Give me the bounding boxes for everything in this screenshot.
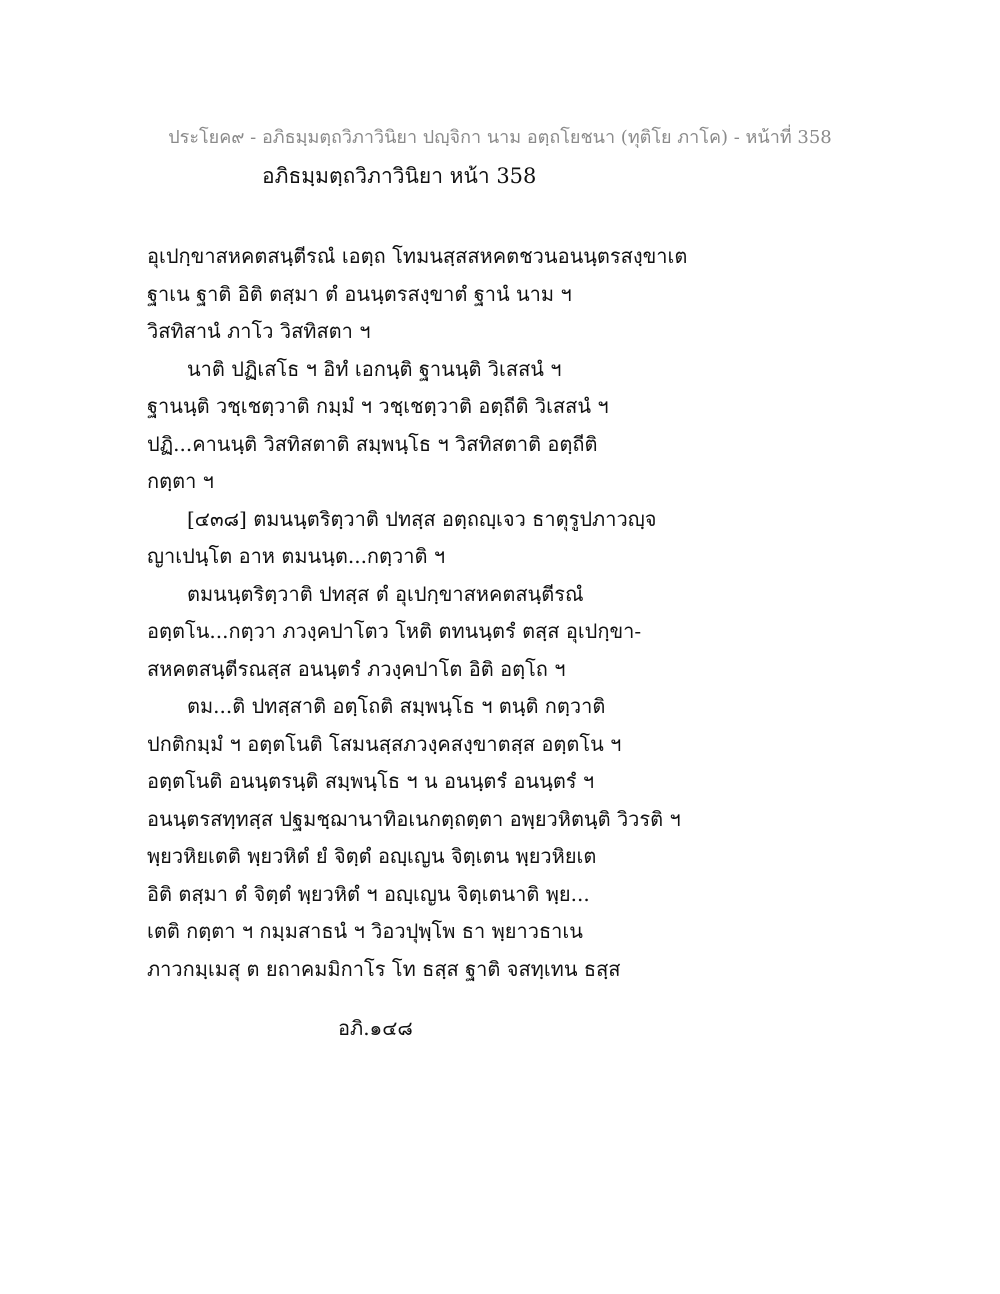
text-line: ปกติกมฺมํ ฯ อตฺตโนติ โสมนสฺสภวงฺคสงฺขาตสฺส อตฺตโน ฯ	[147, 731, 622, 756]
page-header: อภิธมฺมตฺถวิภาวินิยา หน้า 358	[262, 164, 537, 188]
text-line: พฺยวหิยเตติ พฺยวหิตํ ยํ จิตฺตํ อญฺเญน จิตฺเตน พฺยวหิยเต	[147, 844, 597, 868]
running-header: ประโยค๙ - อภิธมฺมตฺถวิภาวินิยา ปญฺจิกา นาม อตฺถโยชนา (ทุติโย ภาโค) - หน้าที่ 358	[168, 127, 832, 148]
text-line: อตฺตโนติ อนนฺตรนฺติ สมฺพนฺโธ ฯ น อนนฺตรํ อนนฺตรํ ฯ	[147, 769, 595, 793]
text-line: อตฺตโน...กตฺวา ภวงฺคปาโตว โหติ ตทนนฺตรํ ตสฺส อุเปกฺขา-	[147, 619, 642, 643]
text-line: สหคตสนฺตีรณสฺส อนนฺตรํ ภวงฺคปาโต อิติ อตฺโถ ฯ	[147, 656, 566, 681]
body-text	[147, 238, 707, 988]
text-line: วิสทิสานํ ภาโว วิสทิสตา ฯ	[147, 319, 371, 343]
text-line: ตม...ติ ปทสฺสาติ อตฺโถติ สมฺพนฺโธ ฯ ตนฺติ กตฺวาติ	[187, 694, 606, 718]
text-line: ภาวกมฺเมสุ ต ยถาคมมิกาโร โท ธสฺส ฐาติ จสทฺเทน ธสฺส	[147, 956, 621, 981]
text-line: ฐานนฺติ วชฺเชตฺวาติ กมฺมํ ฯ วชฺเชตฺวาติ อตฺถีติ วิเสสนํ ฯ	[147, 394, 609, 418]
text-line: ปฏิ...คานนฺติ วิสทิสตาติ สมฺพนฺโธ ฯ วิสทิสตาติ อตฺถีติ	[147, 431, 598, 456]
page-footer-reference: อภิ.๑๔๘	[338, 1016, 413, 1040]
text-line: ฐาเน ฐาติ อิติ ตสฺมา ตํ อนนฺตรสงฺขาตํ ฐานํ นาม ฯ	[147, 281, 572, 306]
text-line: ตมนนฺตริตฺวาติ ปทสฺส ตํ อุเปกฺขาสหคตสนฺตีรณํ	[187, 581, 584, 606]
text-line: อุเปกฺขาสหคตสนฺตีรณํ เอตฺถ โทมนสฺสสหคตชวนอนนฺตรสงฺขาเต	[147, 244, 688, 268]
text-line: อนนฺตรสทฺทสฺส ปฐมชฺฌานาทิอเนกตฺถตฺตา อพฺยวหิตนฺติ วิวรติ ฯ	[147, 806, 681, 831]
text-line: เตติ กตฺตา ฯ กมฺมสาธนํ ฯ วิอวปุพฺโพ ธา พฺยาวธาเน	[147, 919, 583, 943]
text-line: อิติ ตสฺมา ตํ จิตฺตํ พฺยวหิตํ ฯ อญฺเญน จิตฺเตนาติ พฺย...	[147, 881, 590, 906]
text-line: [๔๓๘] ตมนนฺตริตฺวาติ ปทสฺส อตฺถญฺเจว ธาตุรูปภาวญฺจ	[187, 506, 657, 531]
text-line: ญาเปนฺโต อาห ตมนนฺต...กตฺวาติ ฯ	[147, 544, 446, 568]
text-line: นาติ ปฏิเสโธ ฯ อิทํ เอกนฺติ ฐานนฺติ วิเสสนํ ฯ	[187, 356, 562, 381]
text-line: กตฺตา ฯ	[147, 469, 214, 493]
